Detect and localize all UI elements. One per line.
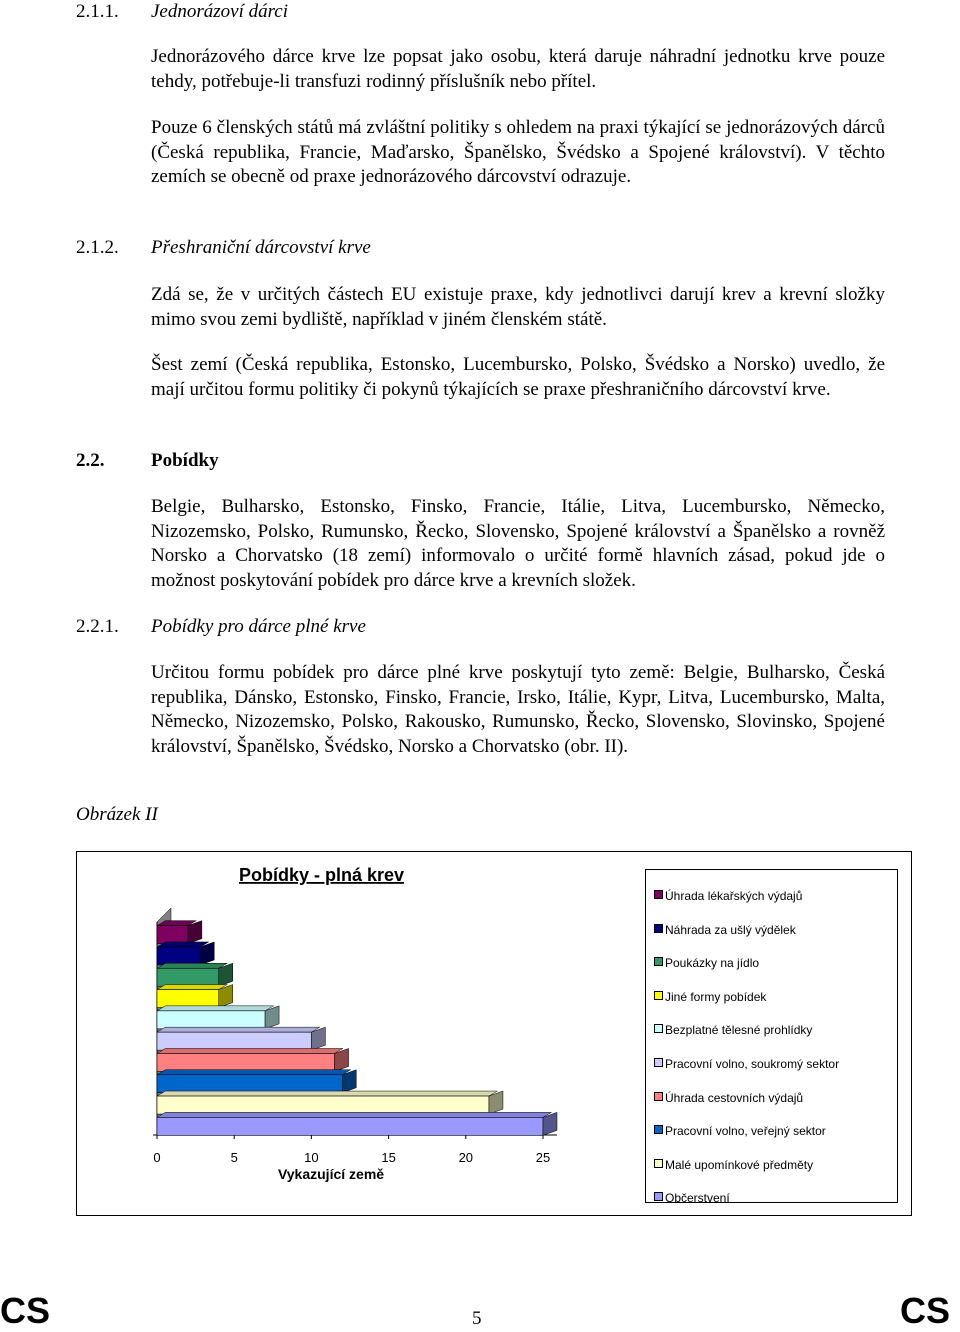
legend-label-7: Úhrada cestovních výdajů (665, 1090, 804, 1105)
legend-label-2: Náhrada za ušlý výdělek (665, 922, 796, 937)
legend-label-4: Jiné formy pobídek (665, 989, 767, 1004)
legend-label-1: Úhrada lékařských výdajů (665, 889, 803, 903)
bar-5-front (157, 1011, 265, 1029)
bar-8-top (157, 1070, 351, 1075)
bar-4-front (157, 990, 219, 1008)
chart-legend (645, 869, 898, 1206)
x-tick-label-5: 5 (230, 1150, 238, 1165)
bar-3-front (157, 968, 219, 986)
legend-swatch-4 (654, 991, 663, 1000)
section-title-2-1-1: Jednorázoví dárci (151, 1, 289, 22)
bar-9 (157, 1091, 503, 1114)
bar-10-top (157, 1112, 551, 1117)
paragraph-cross-border-practice: Zdá se, že v určitých částech EU existuje praxe, kdy jednotlivci darují krev a krevní složky mimo svou zemi bydliště, například v jiném členském státě. (151, 284, 885, 330)
paragraph-whole-blood-incentives: Určitou formu pobídek pro dárce plné krve poskytují tyto země: Belgie, Bulharsko, Česká republika, Dánsko, Estonsko, Finsko, Francie, Irsko, Itálie, Kypr, Litva, Lucembursko, Malta, Německo, Nizozemsko, Polsko, Rakousko, Rumunsko, Řecko, Slovensko, Slovinsko, Spojené království, Španělsko, Švédsko, Norsko a Chorvatsko (obr. II). (151, 662, 885, 757)
bar-6-front (157, 1032, 311, 1050)
legend-swatch-7 (654, 1092, 663, 1101)
bar-2 (157, 942, 214, 965)
bar-7 (157, 1048, 349, 1071)
section-number-2-2: 2.2. (76, 450, 105, 471)
section-number-2-1-1: 2.1.1. (76, 1, 119, 22)
bar-1-front (157, 926, 188, 944)
legend-item-3 (654, 956, 759, 970)
legend-item-10 (654, 1191, 730, 1205)
bar-2-front (157, 947, 200, 965)
legend-swatch-3 (654, 957, 663, 966)
paragraph-incentive-guidelines: Belgie, Bulharsko, Estonsko, Finsko, Francie, Itálie, Litva, Lucembursko, Německo, Nizozemsko, Polsko, Rumunsko, Řecko, Slovensko, Spojené království a Španělsko a rovněž Norsko a Chorvatsko (18 zemí) informovalo o určité formě hlavních zásad, pokud jde o možnost poskytování pobídek pro dárce krve a krevních složek. (151, 496, 885, 591)
bar-10 (157, 1112, 557, 1135)
bar-3 (157, 963, 233, 986)
x-tick-label-20: 20 (458, 1150, 474, 1165)
legend-swatch-5 (654, 1024, 663, 1033)
footer-language-left: CS (0, 1290, 51, 1331)
paragraph-single-donor-definition: Jednorázového dárce krve lze popsat jako osobu, která daruje náhradní jednotku krve pouze tehdy, potřebuje-li transfuzi rodinný příslušník nebo přítel. (151, 46, 885, 92)
bar-8 (157, 1070, 356, 1093)
legend-label-8: Pracovní volno, veřejný sektor (665, 1124, 826, 1139)
section-number-2-2-1: 2.2.1. (76, 616, 119, 637)
legend-swatch-2 (654, 924, 663, 933)
legend-label-5: Bezplatné tělesné prohlídky (665, 1023, 813, 1038)
x-tick-label-25: 25 (535, 1150, 551, 1165)
page-number: 5 (472, 1308, 482, 1329)
bar-9-top (157, 1091, 497, 1096)
legend-label-6: Pracovní volno, soukromý sektor (665, 1057, 840, 1071)
legend-label-3: Poukázky na jídlo (665, 956, 760, 971)
bar-7-front (157, 1053, 335, 1071)
legend-label-9: Malé upomínkové předměty (665, 1157, 814, 1172)
paragraph-single-donor-policies: Pouze 6 členských států má zvláštní politiky s ohledem na praxi týkající se jednorázových dárců (Česká republika, Francie, Maďarsko, Španělsko, Švédsko a Spojené království). V těchto zemích se obecně od praxe jednorázového dárcovství odrazuje. (151, 117, 885, 187)
legend-item-6 (654, 1057, 839, 1071)
section-title-2-2: Pobídky (151, 450, 219, 471)
chart-title: Pobídky - plná krev (239, 865, 405, 885)
bar-10-front (157, 1117, 543, 1135)
chart-frame (76, 851, 912, 1216)
legend-item-5 (654, 1023, 812, 1037)
legend-item-7 (654, 1091, 803, 1105)
legend-swatch-10 (654, 1192, 663, 1201)
bar-6 (157, 1027, 325, 1050)
bar-2-top (157, 942, 209, 947)
x-tick-label-15: 15 (381, 1150, 396, 1165)
section-number-2-1-2: 2.1.2. (76, 237, 119, 258)
bar-5 (157, 1006, 279, 1029)
bar-9-front (157, 1096, 489, 1114)
legend-item-8 (654, 1124, 826, 1138)
bar-4 (157, 985, 233, 1008)
section-title-2-1-2: Přeshraniční dárcovství krve (151, 237, 371, 258)
x-tick-label-0: 0 (153, 1150, 161, 1165)
legend-item-2 (654, 923, 796, 937)
legend-item-4 (654, 990, 766, 1004)
bar-3-top (157, 963, 227, 968)
bar-1 (157, 921, 202, 944)
footer-language-right: CS (900, 1290, 951, 1331)
legend-swatch-6 (654, 1058, 663, 1067)
legend-label-10: Občerstvení (665, 1191, 730, 1206)
bar-4-top (157, 985, 227, 990)
bar-8-front (157, 1075, 342, 1093)
legend-swatch-1 (654, 890, 663, 899)
paragraph-cross-border-policies: Šest zemí (Česká republika, Estonsko, Lucembursko, Polsko, Švédsko a Norsko) uvedlo, že mají určitou formu politiky či pokynů týkajících se praxe přeshraničního dárcovství krve. (151, 354, 885, 400)
legend-item-1 (654, 889, 802, 903)
bar-7-top (157, 1048, 343, 1053)
section-title-2-2-1: Pobídky pro dárce plné krve (151, 616, 366, 637)
figure-label: Obrázek II (76, 804, 158, 825)
legend-swatch-8 (654, 1125, 663, 1134)
legend-item-9 (654, 1158, 813, 1172)
bar-5-top (157, 1006, 273, 1011)
x-tick-label-10: 10 (304, 1150, 319, 1165)
bar-6-top (157, 1027, 320, 1032)
x-axis-label: Vykazující země (277, 1166, 385, 1182)
legend-swatch-9 (654, 1159, 663, 1168)
